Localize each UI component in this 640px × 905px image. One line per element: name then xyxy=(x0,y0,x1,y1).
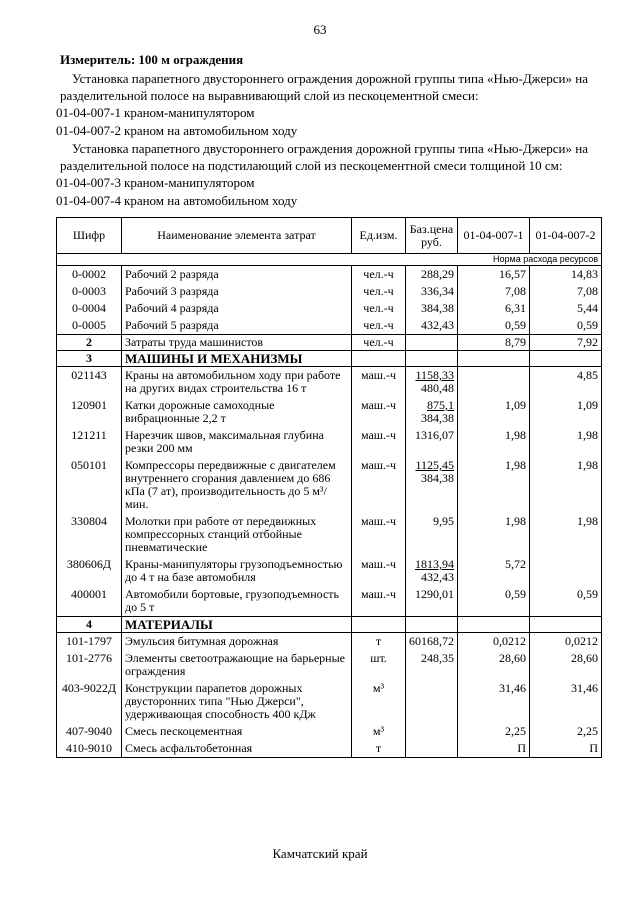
row-price: 1290,01 xyxy=(415,587,454,601)
row-c1: 31,46 xyxy=(458,680,530,723)
row-c2: 1,98 xyxy=(530,457,602,513)
row-price-secondary: 384,38 xyxy=(421,411,454,425)
row-unit: чел.-ч xyxy=(352,317,406,335)
row-c1: 0,0212 xyxy=(458,633,530,651)
row-c2: 1,09 xyxy=(530,397,602,427)
row-unit: м³ xyxy=(352,680,406,723)
row-code: 0-0005 xyxy=(57,317,122,335)
row-c1: 7,08 xyxy=(458,283,530,300)
row-unit: чел.-ч xyxy=(352,266,406,284)
row-price: 384,38 xyxy=(406,300,458,317)
row-price: 60168,72 xyxy=(406,633,458,651)
section-name: МАШИНЫ И МЕХАНИЗМЫ xyxy=(122,351,352,367)
table-row xyxy=(57,283,602,300)
row-c2: 4,85 xyxy=(530,367,602,398)
row-name: Элементы светоотражающие на барьерные ограждения xyxy=(122,650,352,680)
row-name: Автомобили бортовые, грузоподъемность до 5 т xyxy=(122,586,352,617)
row-c2: 0,0212 xyxy=(530,633,602,651)
row-unit: т xyxy=(352,633,406,651)
row-price xyxy=(406,740,458,758)
row-unit: маш.-ч xyxy=(352,556,406,586)
table-row xyxy=(57,586,602,617)
header-price: Баз.цена руб. xyxy=(406,218,458,254)
table-header-row xyxy=(57,218,602,254)
row-unit: маш.-ч xyxy=(352,513,406,556)
header-col1: 01-04-007-1 xyxy=(458,218,530,254)
row-code: 330804 xyxy=(57,513,122,556)
table-row xyxy=(57,723,602,740)
row-price: 248,35 xyxy=(406,650,458,680)
row-code: 400001 xyxy=(57,586,122,617)
row-code: 120901 xyxy=(57,397,122,427)
group2-description: Установка парапетного двустороннего ограждения дорожной группы типа «Нью-Джерси» на разделительной полосе на подстилающий слой из пескоцементной смеси толщиной 10 см: xyxy=(60,141,588,173)
row-c2: 1,98 xyxy=(530,427,602,457)
norm-label-row xyxy=(57,254,602,266)
row-c2: 14,83 xyxy=(530,266,602,284)
row-price-secondary: 480,48 xyxy=(421,381,454,395)
table-row xyxy=(57,650,602,680)
section-row-materials xyxy=(57,617,602,633)
section-row-labor xyxy=(57,335,602,351)
row-price xyxy=(406,680,458,723)
section-code: 4 xyxy=(57,617,122,633)
item-text: краном на автомобильном ходу xyxy=(124,193,298,208)
row-name: Конструкции парапетов дорожных двусторонних типа "Нью Джерси", удерживающая способность 400 кДж xyxy=(122,680,352,723)
row-price: 1158,33 xyxy=(415,368,454,382)
group1-item-1 xyxy=(56,105,255,121)
row-unit: маш.-ч xyxy=(352,367,406,398)
row-c1 xyxy=(458,367,530,398)
table-row xyxy=(57,317,602,335)
row-c2: 28,60 xyxy=(530,650,602,680)
row-price: 1125,45 xyxy=(415,458,454,472)
table-row xyxy=(57,300,602,317)
row-name: Рабочий 5 разряда xyxy=(122,317,352,335)
row-price: 1813,94 xyxy=(415,557,454,571)
row-code: 021143 xyxy=(57,367,122,398)
row-price-secondary: 432,43 xyxy=(421,570,454,584)
measure-unit: Измеритель: 100 м ограждения xyxy=(60,52,244,67)
row-c2: 7,08 xyxy=(530,283,602,300)
row-c1: 1,98 xyxy=(458,457,530,513)
row-c1: 2,25 xyxy=(458,723,530,740)
row-c2: 1,98 xyxy=(530,513,602,556)
row-price: 9,95 xyxy=(433,514,454,528)
row-price: 432,43 xyxy=(406,317,458,335)
footer-region: Камчатский край xyxy=(272,846,368,861)
row-name: Краны-манипуляторы грузоподъемностью до 4 т на базе автомобиля xyxy=(122,556,352,586)
group1-item-2 xyxy=(56,123,297,139)
item-code: 01-04-007-3 xyxy=(56,175,121,190)
row-c2: 31,46 xyxy=(530,680,602,723)
row-name: Компрессоры передвижные с двигателем внутреннего сгорания давлением до 686 кПа (7 ат), производительность до 5 м³/мин. xyxy=(122,457,352,513)
row-price: 288,29 xyxy=(406,266,458,284)
section-name: МАТЕРИАЛЫ xyxy=(122,617,352,633)
row-c1: 6,31 xyxy=(458,300,530,317)
row-code: 101-2776 xyxy=(57,650,122,680)
row-price-secondary: 384,38 xyxy=(421,471,454,485)
row-name: Рабочий 2 разряда xyxy=(122,266,352,284)
row-c1: 16,57 xyxy=(458,266,530,284)
row-unit: маш.-ч xyxy=(352,427,406,457)
item-code: 01-04-007-2 xyxy=(56,123,121,138)
section-code: 3 xyxy=(57,351,122,367)
row-c1: 5,72 xyxy=(458,556,530,586)
row-unit: шт. xyxy=(352,650,406,680)
row-price xyxy=(406,723,458,740)
row-c1: 1,98 xyxy=(458,427,530,457)
row-unit: чел.-ч xyxy=(352,300,406,317)
group1-description: Установка парапетного двустороннего ограждения дорожной группы типа «Нью-Джерси» на разделительной полосе на выравнивающий слой из пескоцементной смеси: xyxy=(60,71,588,103)
table-row xyxy=(57,397,602,427)
table-row xyxy=(57,633,602,651)
row-code: 380606Д xyxy=(57,556,122,586)
row-price: 1316,07 xyxy=(415,428,454,442)
item-code: 01-04-007-1 xyxy=(56,105,121,120)
table-row xyxy=(57,266,602,284)
section-row-machines xyxy=(57,351,602,367)
item-code: 01-04-007-4 xyxy=(56,193,121,208)
row-name: Рабочий 3 разряда xyxy=(122,283,352,300)
header-name: Наименование элемента затрат xyxy=(122,218,352,254)
row-code: 0-0003 xyxy=(57,283,122,300)
row-price: 336,34 xyxy=(406,283,458,300)
header-unit: Ед.изм. xyxy=(352,218,406,254)
row-c2 xyxy=(530,556,602,586)
row-c2: П xyxy=(530,740,602,758)
row-c1: 1,09 xyxy=(458,397,530,427)
row-unit: маш.-ч xyxy=(352,586,406,617)
resource-table xyxy=(56,217,602,758)
row-c1: 0,59 xyxy=(458,586,530,617)
row-name: Катки дорожные самоходные вибрационные 2,2 т xyxy=(122,397,352,427)
row-name: Рабочий 4 разряда xyxy=(122,300,352,317)
row-name: Смесь асфальтобетонная xyxy=(122,740,352,758)
row-code: 410-9010 xyxy=(57,740,122,758)
row-c1: 0,59 xyxy=(458,317,530,335)
row-c2: 2,25 xyxy=(530,723,602,740)
row-name: Краны на автомобильном ходу при работе на других видах строительства 16 т xyxy=(122,367,352,398)
row-c1: 1,98 xyxy=(458,513,530,556)
item-text: краном-манипулятором xyxy=(124,105,255,120)
row-code: 407-9040 xyxy=(57,723,122,740)
group2-item-2 xyxy=(56,193,297,209)
section-name: Затраты труда машинистов xyxy=(122,335,352,351)
row-code: 403-9022Д xyxy=(57,680,122,723)
row-c1: П xyxy=(458,740,530,758)
row-c1: 28,60 xyxy=(458,650,530,680)
row-unit: м³ xyxy=(352,723,406,740)
row-name: Смесь пескоцементная xyxy=(122,723,352,740)
row-c2: 0,59 xyxy=(530,586,602,617)
row-code: 050101 xyxy=(57,457,122,513)
row-name: Нарезчик швов, максимальная глубина резки 200 мм xyxy=(122,427,352,457)
group2-item-1 xyxy=(56,175,255,191)
row-price: 875,1 xyxy=(427,398,454,412)
row-unit: т xyxy=(352,740,406,758)
header-code: Шифр xyxy=(57,218,122,254)
row-unit: чел.-ч xyxy=(352,283,406,300)
row-name: Эмульсия битумная дорожная xyxy=(122,633,352,651)
item-text: краном-манипулятором xyxy=(124,175,255,190)
row-code: 0-0002 xyxy=(57,266,122,284)
row-name: Молотки при работе от передвижных компрессорных станций отбойные пневматические xyxy=(122,513,352,556)
row-code: 121211 xyxy=(57,427,122,457)
header-col2: 01-04-007-2 xyxy=(530,218,602,254)
table-row xyxy=(57,513,602,556)
section-unit: чел.-ч xyxy=(352,335,406,351)
table-row xyxy=(57,457,602,513)
table-row xyxy=(57,680,602,723)
table-row xyxy=(57,556,602,586)
row-c2: 5,44 xyxy=(530,300,602,317)
row-code: 101-1797 xyxy=(57,633,122,651)
norm-label: Норма расхода ресурсов xyxy=(57,254,602,266)
page-number: 63 xyxy=(313,22,327,37)
section-c2: 7,92 xyxy=(530,335,602,351)
item-text: краном на автомобильном ходу xyxy=(124,123,298,138)
row-c2: 0,59 xyxy=(530,317,602,335)
row-code: 0-0004 xyxy=(57,300,122,317)
row-unit: маш.-ч xyxy=(352,397,406,427)
table-row xyxy=(57,427,602,457)
table-row xyxy=(57,367,602,398)
section-c1: 8,79 xyxy=(458,335,530,351)
section-code: 2 xyxy=(57,335,122,351)
table-row xyxy=(57,740,602,758)
row-unit: маш.-ч xyxy=(352,457,406,513)
